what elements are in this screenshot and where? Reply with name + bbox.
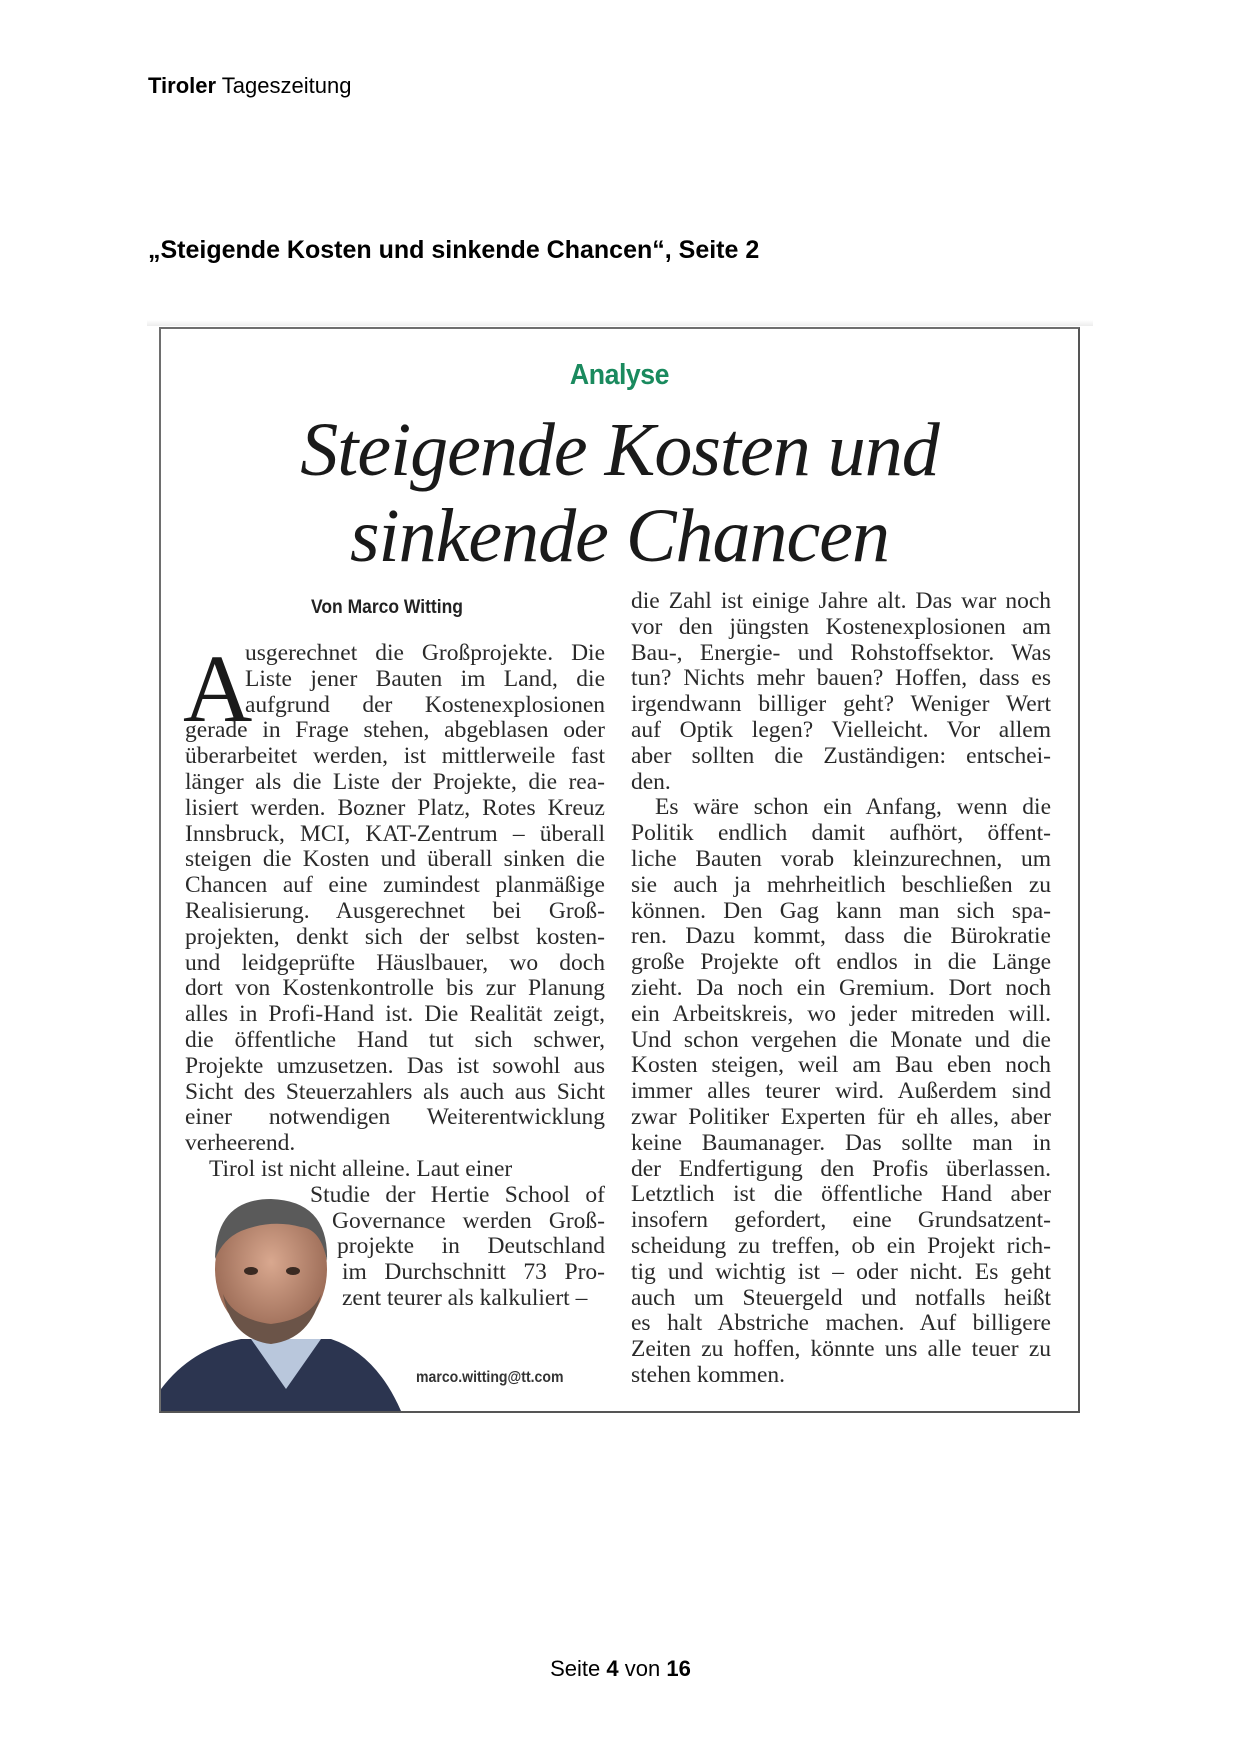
right-column-line: Und schon vergehen die Monate und die (631, 1026, 1051, 1053)
right-column-line: Kosten steigen, weil am Bau eben noch (631, 1052, 1051, 1079)
left-column-line: aufgrund der Kostenexplosionen (245, 691, 605, 718)
right-column-line: ein Arbeitskreis, wo jeder mitreden will. (631, 1000, 1051, 1027)
left-column-line: länger als die Liste der Projekte, die rea- (185, 768, 605, 795)
left-column-line: Studie der Hertie School of (310, 1181, 605, 1208)
right-column-line: sie auch ja mehrheitlich beschließen zu (631, 871, 1051, 898)
publication-name-bold: Tiroler (148, 73, 217, 98)
right-column-line: insofern gefordert, eine Grundsatzent- (631, 1207, 1051, 1234)
left-column-line: gerade in Frage stehen, abgeblasen oder (185, 717, 605, 744)
left-column-line: Realisierung. Ausgerechnet bei Groß- (185, 897, 605, 924)
left-column-line: Projekte umzusetzen. Das ist sowohl aus (185, 1052, 605, 1079)
right-column-line: stehen kommen. (631, 1361, 786, 1388)
right-column-line: scheidung zu treffen, ob ein Projekt rich- (631, 1232, 1051, 1259)
publication-name: Tageszeitung (221, 73, 352, 98)
left-column-line: Tirol ist nicht alleine. Laut einer (209, 1155, 513, 1182)
drop-cap: A (183, 635, 253, 742)
author-email: marco.witting@tt.com (416, 1369, 564, 1386)
left-column-line: Sicht des Steuerzahlers als auch aus Sicht (185, 1078, 605, 1105)
footer-middle: von (624, 1656, 661, 1681)
footer-prefix: Seite (550, 1656, 601, 1681)
left-column-line: verheerend. (185, 1130, 296, 1157)
left-column-line: überarbeitet werden, ist mittlerweile fast (185, 743, 605, 770)
right-column-line: den. (631, 768, 671, 795)
left-column-line: und leidgeprüfte Häuslbauer, wo doch (185, 949, 605, 976)
title-line: Steigende Kosten und (300, 408, 939, 492)
left-column-line: dort von Kostenkontrolle bis zur Planung (185, 975, 605, 1002)
right-column-line: können. Den Gag kann man sich spa- (631, 897, 1051, 924)
right-column-line: Letztlich ist die öffentliche Hand aber (631, 1181, 1051, 1208)
right-column-line: auch um Steuergeld und notfalls heißt (631, 1284, 1051, 1311)
right-column-line: keine Baumanager. Das sollte man in (631, 1129, 1051, 1156)
right-column-line: es halt Abstriche machen. Auf billigere (631, 1310, 1051, 1337)
left-column-line: lisiert werden. Bozner Platz, Rotes Kreuz (185, 794, 605, 821)
right-column-line: tun? Nichts mehr bauen? Hoffen, dass es (631, 665, 1051, 692)
right-column-line: irgendwann billiger geht? Weniger Wert (631, 691, 1051, 718)
title-line: sinkende Chancen (349, 494, 890, 578)
right-column-line: ren. Dazu kommt, dass die Bürokratie (631, 923, 1051, 950)
right-column-line: Es wäre schon ein Anfang, wenn die (655, 794, 1051, 821)
author-photo (161, 1189, 411, 1411)
left-column-line: einer notwendigen Weiterentwicklung (185, 1104, 605, 1131)
right-column-line: tig und wichtig ist – oder nicht. Es geht (631, 1258, 1051, 1285)
clipping-shadow (147, 320, 1093, 326)
right-column-line: auf Optik legen? Vielleicht. Vor allem (631, 716, 1051, 743)
page-footer (0, 1656, 1241, 1682)
right-column (631, 589, 1051, 1389)
right-column-line: aber sollten die Zuständigen: entschei- (631, 742, 1051, 769)
left-column-line: projekten, denkt sich der selbst kosten- (185, 923, 605, 950)
current-page: 4 (606, 1656, 619, 1681)
left-column-line: steigen die Kosten und überall sinken die (185, 846, 605, 873)
right-column-line: die Zahl ist einige Jahre alt. Das war noch (631, 588, 1051, 614)
article-title (161, 407, 1078, 579)
left-column-line: Governance werden Groß- (332, 1207, 605, 1234)
right-column-line: vor den jüngsten Kostenexplosionen am (631, 613, 1051, 640)
clipping-subtitle: „Steigende Kosten und sinkende Chancen“, Seite 2 (148, 236, 760, 264)
publication-header (148, 73, 351, 99)
article-kicker: Analyse (569, 359, 670, 391)
left-column-line: Liste jener Bauten im Land, die (245, 665, 605, 692)
left-column-line: alles in Profi-Hand ist. Die Realität zeigt, (185, 1001, 605, 1028)
left-column-line: die öffentliche Hand tut sich schwer, (185, 1026, 605, 1053)
left-column-line: Chancen auf eine zumindest planmäßige (185, 872, 605, 899)
right-column-line: große Projekte oft endlos in die Länge (631, 949, 1051, 976)
right-column-line: zieht. Da noch ein Gremium. Dort noch (631, 974, 1051, 1001)
left-column-line: projekte in Deutschland (337, 1233, 605, 1260)
total-pages: 16 (666, 1656, 691, 1681)
right-column-line: der Endfertigung den Profis überlassen. (631, 1155, 1051, 1182)
left-column-line: usgerechnet die Großprojekte. Die (245, 640, 605, 666)
right-column-line: Zeiten zu hoffen, könnte uns alle teuer zu (631, 1336, 1051, 1363)
right-column-line: Bau-, Energie- und Rohstoffsektor. Was (631, 639, 1051, 666)
left-column-line: zent teurer als kalkuliert – (342, 1284, 588, 1311)
right-column-line: liche Bauten vorab kleinzurechnen, um (631, 845, 1051, 872)
left-column-line: im Durchschnitt 73 Pro- (342, 1259, 605, 1286)
left-column-line: Innsbruck, MCI, KAT-Zentrum – überall (185, 820, 605, 847)
article-byline: Von Marco Witting (311, 597, 463, 618)
right-column-line: immer alles teurer wird. Außerdem sind (631, 1078, 1051, 1105)
right-column-line: zwar Politiker Experten für eh alles, aber (631, 1103, 1051, 1130)
right-column-line: Politik endlich damit aufhört, öffent- (631, 820, 1051, 847)
newspaper-clipping (159, 327, 1080, 1413)
